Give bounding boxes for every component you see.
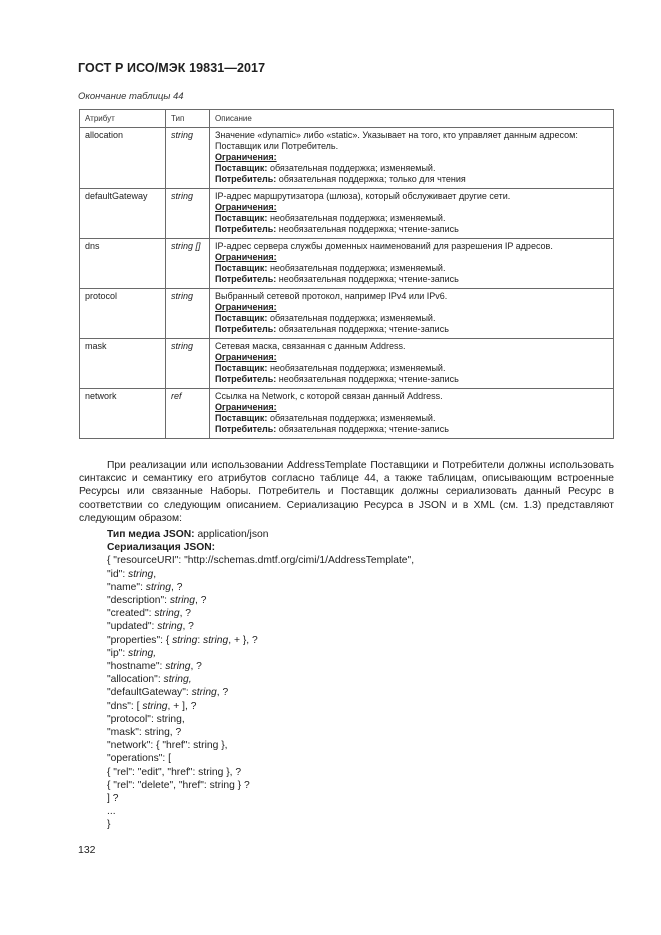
limits-label: Ограничения: xyxy=(215,402,277,412)
limits-label: Ограничения: xyxy=(215,252,277,262)
type-cell: string xyxy=(166,339,210,389)
consumer-text: необязательная поддержка; чтение-запись xyxy=(276,224,459,234)
provider-line xyxy=(215,263,609,274)
description-text: Ссылка на Network, с которой связан данный Address. xyxy=(215,391,443,401)
description-cell xyxy=(210,289,614,339)
code-token: { "rel": "edit", "href": string }, ? xyxy=(107,766,242,778)
table-caption: Окончание таблицы 44 xyxy=(78,91,184,102)
type-cell: ref xyxy=(166,389,210,439)
provider-line xyxy=(215,363,609,374)
provider-line xyxy=(215,213,609,224)
code-line xyxy=(107,779,414,792)
code-line xyxy=(107,752,414,765)
attribute-cell: dns xyxy=(80,239,166,289)
code-line xyxy=(107,739,414,752)
provider-label: Поставщик: xyxy=(215,213,268,223)
attributes-table xyxy=(79,109,614,439)
code-token: , ? xyxy=(195,595,207,607)
code-type-token: string, xyxy=(128,647,157,659)
code-type-token: string xyxy=(169,595,196,607)
consumer-line xyxy=(215,224,609,235)
limits-label: Ограничения: xyxy=(215,202,277,212)
table-header-row xyxy=(80,110,614,128)
code-token: "protocol": string, xyxy=(107,713,185,725)
description-text: Выбранный сетевой протокол, например IPv4 или IPv6. xyxy=(215,291,448,301)
code-line xyxy=(107,620,414,633)
description-cell xyxy=(210,189,614,239)
media-type-line xyxy=(107,528,414,541)
code-type-token: string xyxy=(165,661,191,673)
code-token: "allocation": xyxy=(107,674,164,686)
code-line xyxy=(107,792,414,805)
attribute-cell: mask xyxy=(80,339,166,389)
attribute-cell: network xyxy=(80,389,166,439)
code-line xyxy=(107,634,414,647)
code-token: "created": xyxy=(107,608,155,620)
provider-label: Поставщик: xyxy=(215,363,268,373)
consumer-line xyxy=(215,424,609,435)
description-cell xyxy=(210,239,614,289)
code-token: "properties": { xyxy=(107,634,173,646)
type-cell: string xyxy=(166,189,210,239)
limits-label: Ограничения: xyxy=(215,352,277,362)
consumer-label: Потребитель: xyxy=(215,374,277,384)
code-token: "description": xyxy=(107,595,170,607)
provider-label: Поставщик: xyxy=(215,163,268,173)
code-token: } xyxy=(107,819,111,831)
consumer-label: Потребитель: xyxy=(215,324,277,334)
code-token: { "rel": "delete", "href": string } ? xyxy=(107,779,250,791)
code-line xyxy=(107,686,414,699)
body-paragraph: При реализации или использовании AddressTemplate Поставщики и Потребители должны использовать синтаксис и семантику его атрибутов согласно таблице 44, а также таблицам, описывающим встроенные Ресурсы или связанные Наборы. Потребитель и Поставщик должны сериализовать данный Ресурс в соответствии со следующим описанием. Сериализацию Ресурса в JSON и в XML (см. 1.3) представляют следующим образом: xyxy=(79,460,614,524)
consumer-line xyxy=(215,374,609,385)
code-line xyxy=(107,673,414,686)
attribute-cell: allocation xyxy=(80,128,166,189)
description-cell xyxy=(210,128,614,189)
consumer-label: Потребитель: xyxy=(215,174,277,184)
column-header-attribute: Атрибут xyxy=(80,110,166,128)
provider-line xyxy=(215,313,609,324)
consumer-text: обязательная поддержка; только для чтения xyxy=(276,174,466,184)
code-token: , ? xyxy=(179,608,192,620)
code-line xyxy=(107,700,414,713)
code-type-token: string, xyxy=(163,674,192,686)
consumer-label: Потребитель: xyxy=(215,424,277,434)
consumer-text: необязательная поддержка; чтение-запись xyxy=(276,274,459,284)
code-type-token: string xyxy=(154,608,180,620)
json-serialization-block xyxy=(107,528,414,832)
serialization-label: Сериализация JSON: xyxy=(107,542,216,554)
code-line xyxy=(107,818,414,831)
code-token: "updated": xyxy=(107,621,158,633)
description-text: IP-адрес маршрутизатора (шлюза), который обслуживает другие сети. xyxy=(215,191,511,201)
code-line xyxy=(107,568,414,581)
code-line xyxy=(107,726,414,739)
table-row xyxy=(80,289,614,339)
description-text: Значение «dynamic» либо «static». Указывает на того, кто управляет данным адресом: Поставщик или Потребитель. xyxy=(215,130,578,151)
code-token: , ? xyxy=(190,661,202,673)
type-cell: string [] xyxy=(166,239,210,289)
code-token: , ? xyxy=(170,581,183,593)
type-cell: string xyxy=(166,289,210,339)
code-token: "ip": xyxy=(107,647,129,659)
type-cell: string xyxy=(166,128,210,189)
consumer-text: обязательная поддержка; чтение-запись xyxy=(276,324,449,334)
table-body xyxy=(80,128,614,439)
provider-text: обязательная поддержка; изменяемый. xyxy=(267,313,436,323)
code-type-token: string xyxy=(128,568,154,580)
code-token: "defaultGateway": xyxy=(107,687,192,699)
code-line xyxy=(107,660,414,673)
provider-text: необязательная поддержка; изменяемый. xyxy=(267,213,446,223)
media-type-label: Тип медиа JSON: xyxy=(107,529,195,540)
code-token: "dns": [ xyxy=(107,700,143,712)
code-line xyxy=(107,766,414,779)
code-token: "operations": [ xyxy=(107,753,171,765)
table-row xyxy=(80,189,614,239)
code-lines xyxy=(107,554,414,831)
code-token: ... xyxy=(107,806,116,818)
code-type-token: string xyxy=(142,700,168,712)
attribute-cell: defaultGateway xyxy=(80,189,166,239)
code-line xyxy=(107,554,414,567)
provider-label: Поставщик: xyxy=(215,313,268,323)
description-text: IP-адрес сервера службы доменных наименований для разрешения IP адресов. xyxy=(215,241,553,251)
provider-text: обязательная поддержка; изменяемый. xyxy=(267,413,436,423)
consumer-label: Потребитель: xyxy=(215,224,277,234)
code-token: , ? xyxy=(182,621,194,633)
table-row xyxy=(80,339,614,389)
limits-label: Ограничения: xyxy=(215,152,277,162)
consumer-text: обязательная поддержка; чтение-запись xyxy=(276,424,449,434)
code-token: , xyxy=(153,568,157,580)
code-line xyxy=(107,607,414,620)
table-row xyxy=(80,389,614,439)
code-token: , + ], ? xyxy=(167,700,197,712)
code-token: "id": xyxy=(107,568,129,580)
column-header-type: Тип xyxy=(166,110,210,128)
code-line xyxy=(107,713,414,726)
code-line xyxy=(107,581,414,594)
code-token: { "resourceURI": "http://schemas.dmtf.org/cimi/1/AddressTemplate", xyxy=(107,555,415,567)
column-header-description: Описание xyxy=(210,110,614,128)
consumer-line xyxy=(215,324,609,335)
document-header: ГОСТ Р ИСО/МЭК 19831—2017 xyxy=(78,61,266,75)
code-type-token: string xyxy=(172,634,198,646)
attribute-cell: protocol xyxy=(80,289,166,339)
code-token: "hostname": xyxy=(107,661,166,673)
consumer-line xyxy=(215,174,609,185)
code-token: "mask": string, ? xyxy=(107,727,182,739)
table-row xyxy=(80,128,614,189)
code-type-token: string xyxy=(191,687,217,699)
consumer-text: необязательная поддержка; чтение-запись xyxy=(276,374,459,384)
code-token: ] ? xyxy=(107,793,119,805)
media-type-value: application/json xyxy=(194,529,269,540)
consumer-label: Потребитель: xyxy=(215,274,277,284)
code-token: "name": xyxy=(107,581,146,593)
provider-label: Поставщик: xyxy=(215,413,268,423)
provider-text: обязательная поддержка; изменяемый. xyxy=(267,163,436,173)
code-line xyxy=(107,805,414,818)
table-row xyxy=(80,239,614,289)
provider-line xyxy=(215,413,609,424)
code-line xyxy=(107,647,414,660)
limits-label: Ограничения: xyxy=(215,302,277,312)
description-text: Сетевая маска, связанная с данным Address. xyxy=(215,341,406,351)
provider-line xyxy=(215,163,609,174)
code-type-token: string xyxy=(157,621,183,633)
provider-label: Поставщик: xyxy=(215,263,268,273)
description-cell xyxy=(210,389,614,439)
provider-text: необязательная поддержка; изменяемый. xyxy=(267,363,446,373)
code-token: : xyxy=(197,634,204,646)
code-line xyxy=(107,594,414,607)
code-type-token: string xyxy=(203,634,229,646)
provider-text: необязательная поддержка; изменяемый. xyxy=(267,263,446,273)
code-token: "network": { "href": string }, xyxy=(107,740,228,752)
description-cell xyxy=(210,339,614,389)
consumer-line xyxy=(215,274,609,285)
code-type-token: string xyxy=(145,581,171,593)
code-token: , + }, ? xyxy=(228,634,258,646)
page-number: 132 xyxy=(78,844,96,856)
code-token: , ? xyxy=(216,687,229,699)
